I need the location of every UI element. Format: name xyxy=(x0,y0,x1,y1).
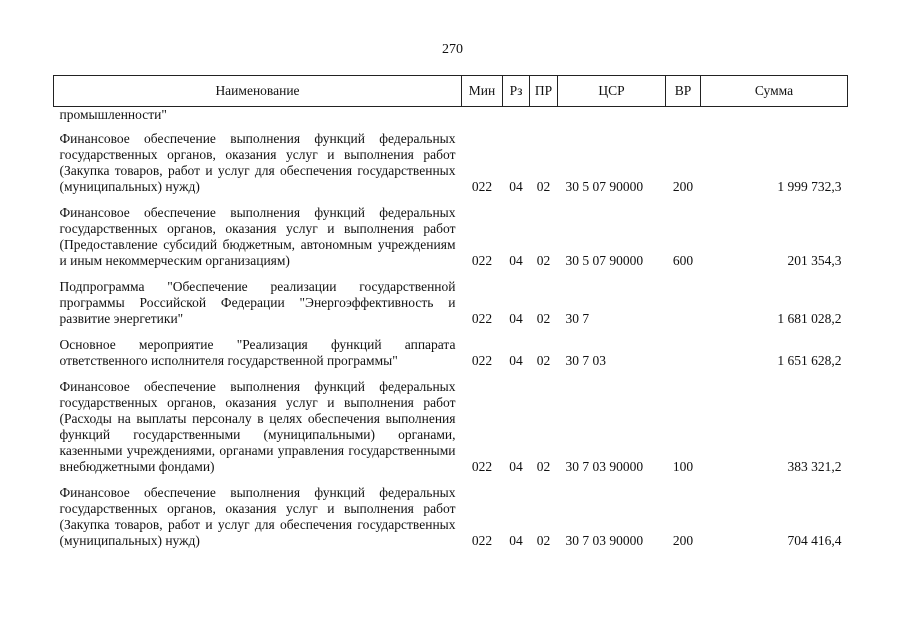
row-csr: 30 7 03 90000 xyxy=(565,533,644,548)
row-vr xyxy=(666,337,701,379)
table-row xyxy=(54,337,848,379)
header-vr: ВР xyxy=(666,76,701,107)
header-rz: Рз xyxy=(503,76,530,107)
row-sum: 1 681 028,2 xyxy=(777,311,842,326)
continuation-text: промышленности" xyxy=(59,107,167,122)
row-vr: 200 xyxy=(672,179,694,194)
row-rz: 04 xyxy=(509,253,523,268)
row-pr: 02 xyxy=(536,253,551,268)
row-name: Финансовое обеспечение выполнения функций федеральных государственных органов, оказания услуг и выполнения работ (Расходы на выплаты персоналу в целях обеспечения выполнения функций государственными (муниципальными) органами, казенными учреждениями, органами управления государственными внебюджетными фондами) xyxy=(59,379,456,474)
row-rz: 04 xyxy=(509,459,523,474)
row-csr: 30 7 03 xyxy=(565,353,606,368)
row-vr: 100 xyxy=(672,459,694,474)
row-pr: 02 xyxy=(536,533,551,548)
row-name: Подпрограмма "Обеспечение реализации государственной программы Российской Федерации "Энергоэффективность и развитие энергетики" xyxy=(59,279,456,326)
header-min: Мин xyxy=(462,76,503,107)
row-min: 022 xyxy=(471,459,493,474)
row-csr: 30 5 07 90000 xyxy=(565,253,644,268)
page-number: 270 xyxy=(442,42,463,57)
row-sum: 1 999 732,3 xyxy=(777,179,842,194)
row-csr: 30 7 xyxy=(565,311,590,326)
table-row xyxy=(54,379,848,485)
header-name: Наименование xyxy=(54,76,462,107)
row-name: Финансовое обеспечение выполнения функций федеральных государственных органов, оказания услуг и выполнения работ (Закупка товаров, работ и услуг для обеспечения государственных (муниципальных) нужд) xyxy=(59,131,456,194)
table-header-row xyxy=(54,76,848,107)
header-sum: Сумма xyxy=(701,76,848,107)
row-name: Финансовое обеспечение выполнения функций федеральных государственных органов, оказания услуг и выполнения работ (Предоставление субсидий бюджетным, автономным учреждениям и иным некоммерческим организациям) xyxy=(59,205,456,268)
row-min: 022 xyxy=(471,311,493,326)
row-min: 022 xyxy=(471,179,493,194)
row-pr: 02 xyxy=(536,179,551,194)
row-pr: 02 xyxy=(536,459,551,474)
row-vr xyxy=(666,279,701,337)
header-pr: ПР xyxy=(530,76,558,107)
row-sum: 1 651 628,2 xyxy=(777,353,842,368)
row-csr: 30 7 03 90000 xyxy=(565,459,644,474)
table-row xyxy=(54,485,848,559)
header-csr: ЦСР xyxy=(558,76,666,107)
table-row xyxy=(54,205,848,279)
row-vr: 200 xyxy=(672,533,694,548)
row-pr: 02 xyxy=(536,353,551,368)
row-sum: 201 354,3 xyxy=(787,253,842,268)
budget-table xyxy=(53,75,848,559)
row-sum: 383 321,2 xyxy=(787,459,842,474)
continuation-row xyxy=(54,107,848,132)
row-name: Финансовое обеспечение выполнения функций федеральных государственных органов, оказания услуг и выполнения работ (Закупка товаров, работ и услуг для обеспечения государственных (муниципальных) нужд) xyxy=(59,485,456,548)
row-min: 022 xyxy=(471,353,493,368)
table-row xyxy=(54,279,848,337)
row-rz: 04 xyxy=(509,311,523,326)
row-min: 022 xyxy=(471,253,493,268)
row-name: Основное мероприятие "Реализация функций аппарата ответственного исполнителя государственной программы" xyxy=(59,337,456,368)
row-min: 022 xyxy=(471,533,493,548)
row-rz: 04 xyxy=(509,533,523,548)
row-csr: 30 5 07 90000 xyxy=(565,179,644,194)
row-rz: 04 xyxy=(509,179,523,194)
row-rz: 04 xyxy=(509,353,523,368)
row-vr: 600 xyxy=(672,253,694,268)
row-sum: 704 416,4 xyxy=(787,533,842,548)
row-pr: 02 xyxy=(536,311,551,326)
table-row xyxy=(54,131,848,205)
